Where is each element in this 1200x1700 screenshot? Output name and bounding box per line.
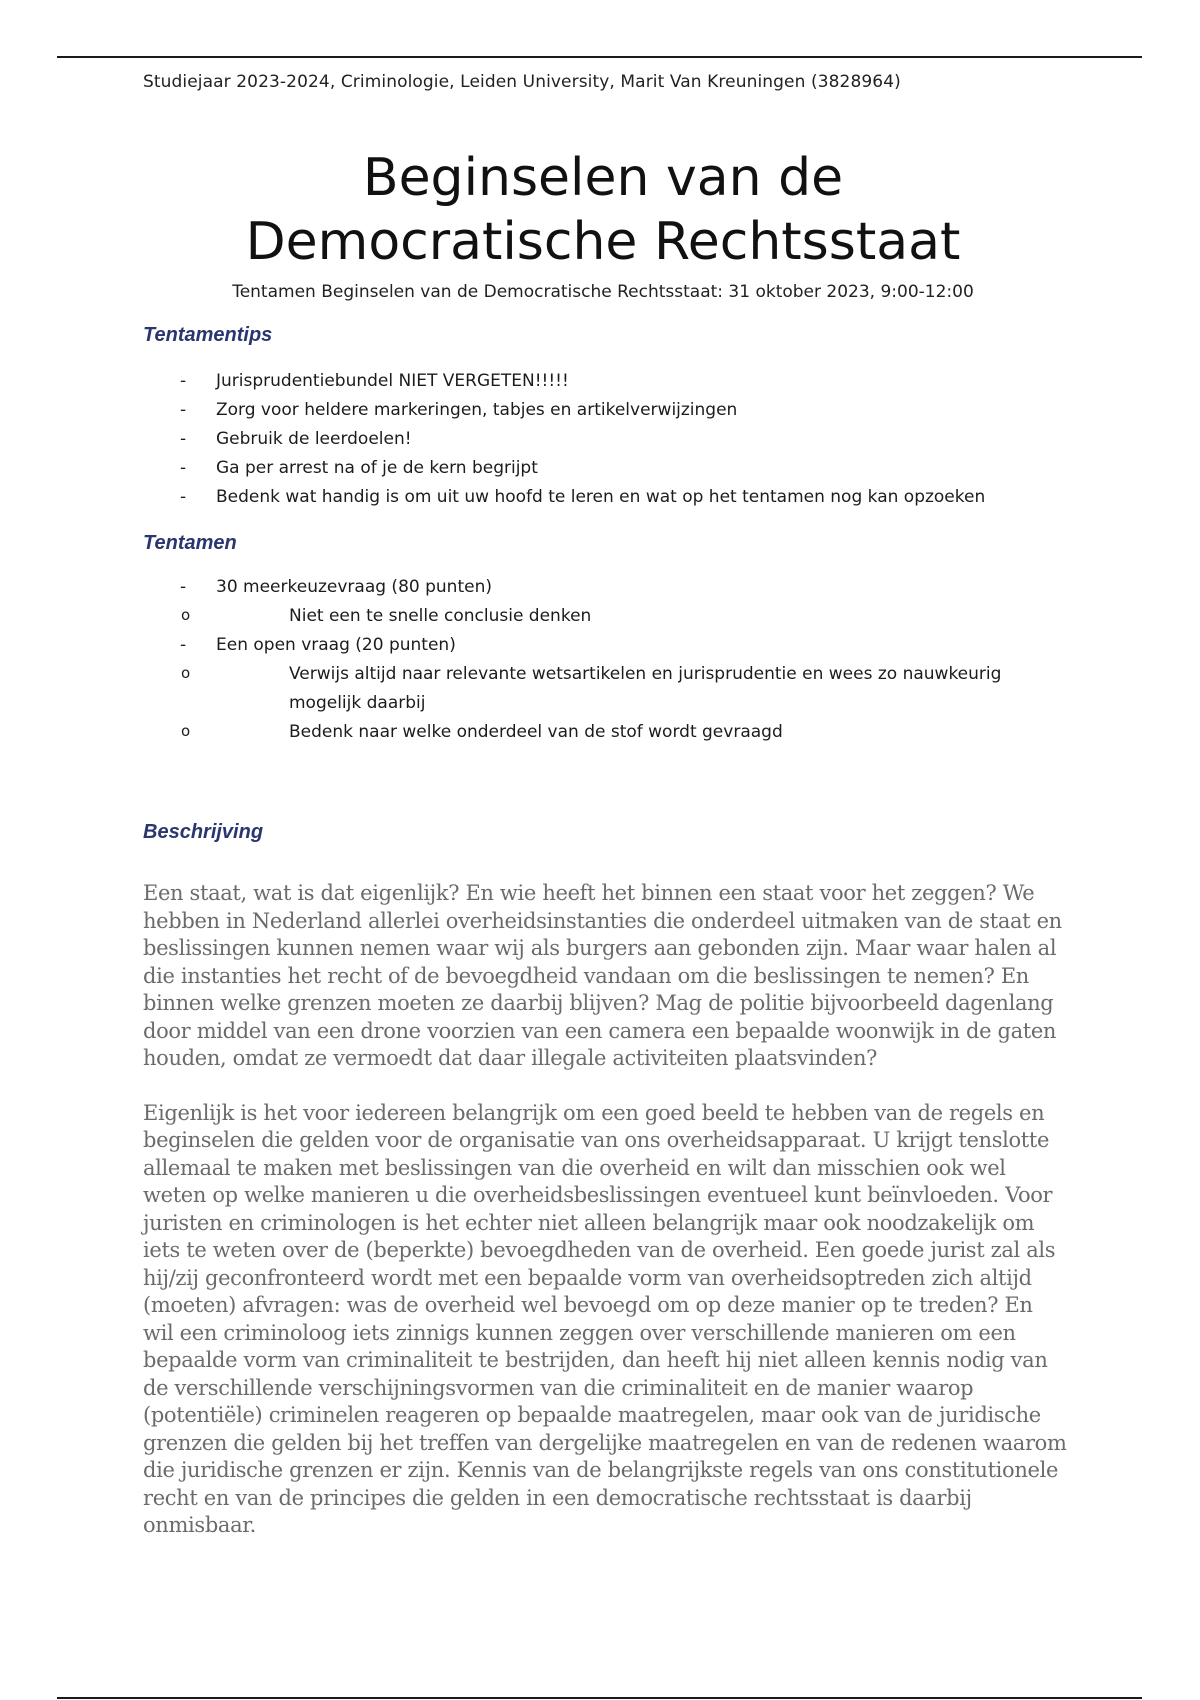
- tip-item: - Jurisprudentiebundel NIET VERGETEN!!!!!: [143, 367, 1063, 396]
- beschrijving-heading: Beschrijving: [143, 821, 264, 843]
- tip-item: - Bedenk wat handig is om uit uw hoofd te leren en wat op het tentamen nog kan opzoeken: [143, 483, 1063, 512]
- top-rule: [57, 56, 1142, 58]
- tentamen-heading: Tentamen: [143, 532, 237, 554]
- tentamen-list: [143, 573, 1063, 747]
- tentamen-item: [143, 631, 1063, 747]
- tentamen-subitem: o Verwijs altijd naar relevante wetsartikelen en jurisprudentie en wees zo nauwkeurig mogelijk daarbij: [143, 660, 1049, 718]
- tentamen-sublist: [143, 602, 1063, 631]
- title-line-1: Beginselen van de: [362, 148, 844, 208]
- beschrijving-paragraph-1: Een staat, wat is dat eigenlijk? En wie heeft het binnen een staat voor het zeggen? We hebben in Nederland allerlei overheidsinstanties die onderdeel uitmaken van de staat en beslissingen kunnen nemen waar wij als burgers aan gebonden zijn. Maar waar halen al die instanties het recht of de bevoegdheid vandaan om die beslissingen te nemen? En binnen welke grenzen moeten ze daarbij blijven? Mag de politie bijvoorbeeld dagenlang door middel van een drone voorzien van een camera een bepaalde woonwijk in de gaten houden, omdat ze vermoedt dat daar illegale activiteiten plaatsvinden?: [143, 881, 1062, 1070]
- header-line: Studiejaar 2023-2024, Criminologie, Leiden University, Marit Van Kreuningen (3828964): [143, 72, 901, 92]
- title-line-2: Democratische Rechtsstaat: [245, 212, 961, 272]
- tentamen-item-label: 30 meerkeuzevraag (80 punten): [216, 577, 492, 597]
- tentamen-item: [143, 573, 1063, 631]
- document-page: [143, 72, 1067, 1540]
- tentamen-sublist: [143, 660, 1063, 747]
- tip-item: - Ga per arrest na of je de kern begrijpt: [143, 454, 1063, 483]
- bottom-rule: [57, 1697, 1142, 1699]
- tentamen-item-label: Een open vraag (20 punten): [216, 635, 456, 655]
- tentamen-subitem: o Bedenk naar welke onderdeel van de stof wordt gevraagd: [143, 718, 1049, 747]
- tip-item: - Gebruik de leerdoelen!: [143, 425, 1063, 454]
- page-title: [103, 146, 1103, 274]
- beschrijving-paragraph-2: Eigenlijk is het voor iedereen belangrijk om een goed beeld te hebben van de regels en beginselen die gelden voor de organisatie van ons overheidsapparaat. U krijgt tenslotte allemaal te maken met beslissingen van die overheid en wilt dan misschien ook wel weten op welke manieren u die overheidsbeslissingen eventueel kunt beïnvloeden. Voor juristen en criminologen is het echter niet alleen belangrijk maar ook noodzakelijk om iets te weten over de (beperkte) bevoegdheden van de overheid. Een goede jurist zal als hij/zij geconfronteerd wordt met een bepaalde vorm van overheidsoptreden zich altijd (moeten) afvragen: was de overheid wel bevoegd om op deze manier op te treden? En wil een criminoloog iets zinnigs kunnen zeggen over verschillende manieren om een bepaalde vorm van criminaliteit te bestrijden, dan heeft hij niet alleen kennis nodig van de verschillende verschijningsvormen van die criminaliteit en de manier waarop (potentiële) criminelen reageren op bepaalde maatregelen, maar ook van de juridische grenzen die gelden bij het treffen van dergelijke maatregelen en van de redenen waarom die juridische grenzen er zijn. Kennis van de belangrijkste regels van ons constitutionele recht en van de principes die gelden in een democratische rechtsstaat is daarbij onmisbaar.: [143, 1100, 1067, 1537]
- tips-heading: Tentamentips: [143, 324, 273, 346]
- tips-list: [143, 367, 1063, 512]
- page-subtitle: Tentamen Beginselen van de Democratische Rechtsstaat: 31 oktober 2023, 9:00-12:00: [232, 282, 974, 302]
- tip-item: - Zorg voor heldere markeringen, tabjes en artikelverwijzingen: [143, 396, 1063, 425]
- tentamen-subitem: o Niet een te snelle conclusie denken: [143, 602, 1089, 631]
